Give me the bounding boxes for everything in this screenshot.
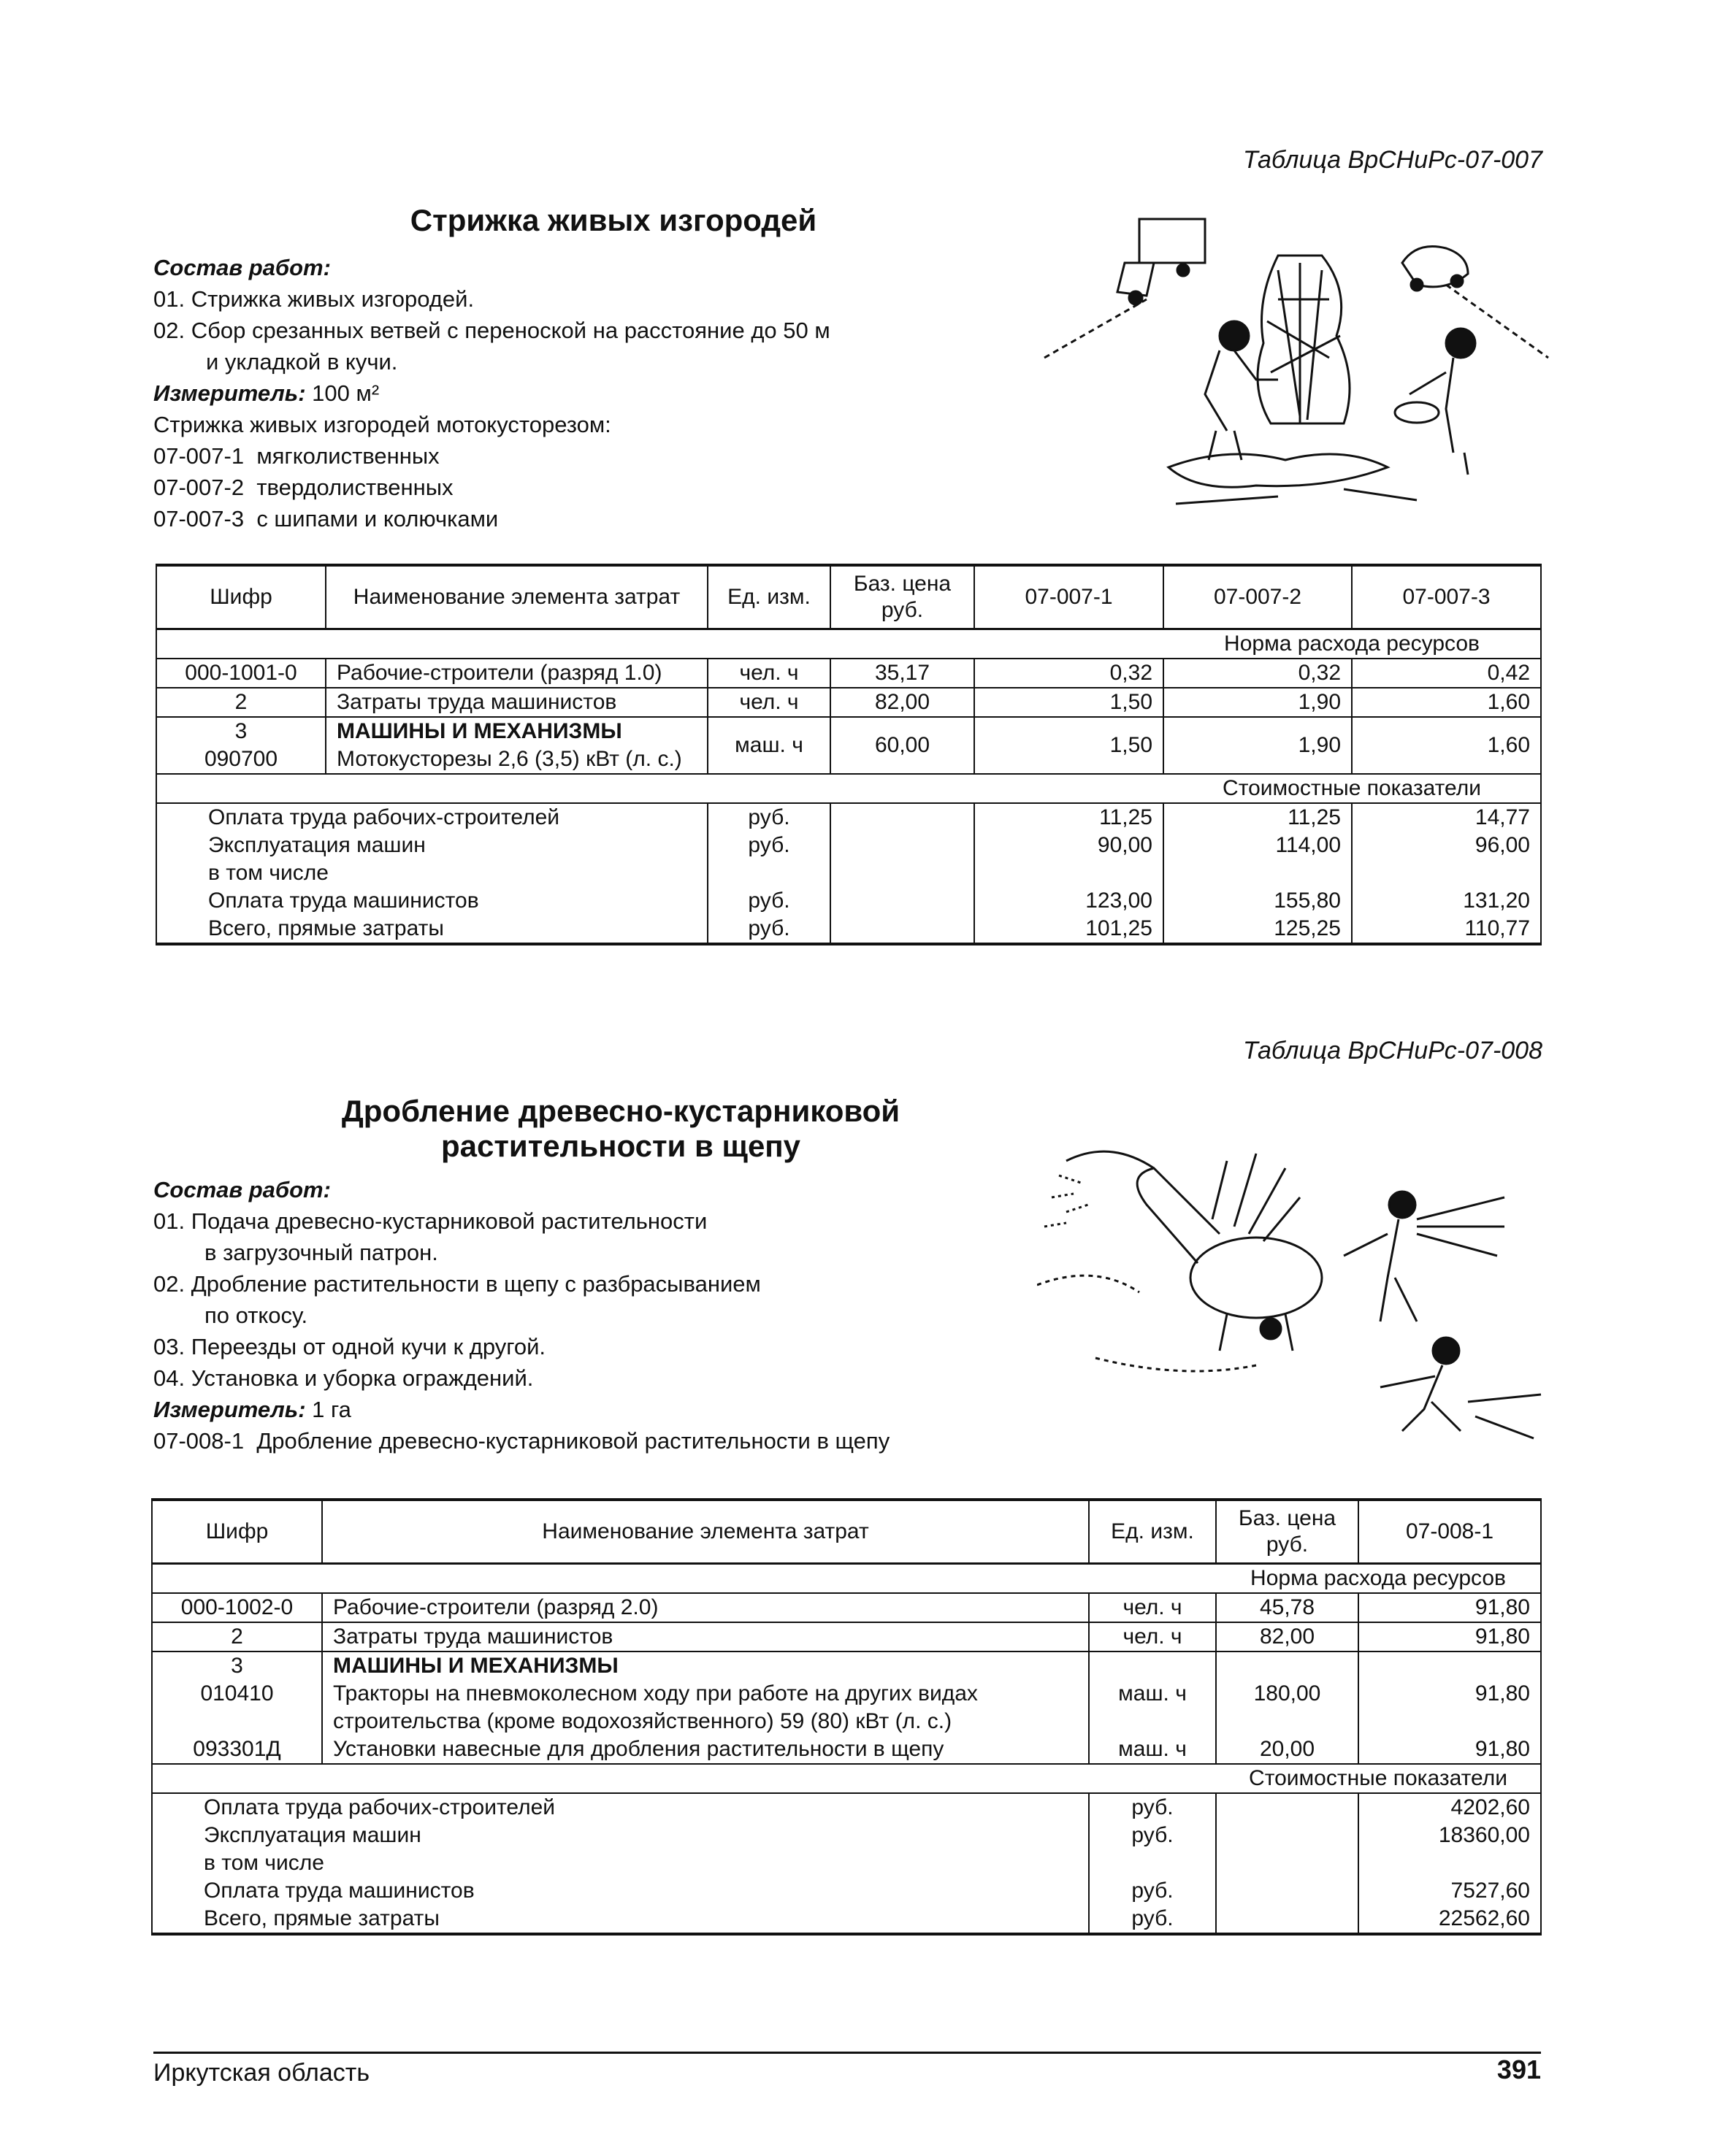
cost-section-label: Стоимостные показатели — [1216, 1764, 1541, 1793]
table-row — [156, 688, 1541, 717]
cost-units — [1089, 1793, 1216, 1934]
cost-col-2 — [1163, 803, 1352, 944]
cost-block — [156, 803, 1541, 944]
cell-unit: чел. ч — [1089, 1593, 1216, 1622]
resource-table-07-008 — [151, 1498, 1542, 1936]
header-col-1: 07-008-1 — [1358, 1500, 1541, 1564]
norm-section-label: Норма расхода ресурсов — [1163, 629, 1541, 659]
cost-value: 18360,00 — [1438, 1823, 1530, 1847]
work-item: 03. Переезды от одной кучи к другой. — [153, 1334, 546, 1359]
cell-value: 1,60 — [1352, 717, 1541, 774]
cost-section-row — [152, 1764, 1541, 1793]
cell-name: Затраты труда машинистов — [326, 688, 708, 717]
table-row — [152, 1593, 1541, 1622]
header-price: Баз. цена руб. — [1216, 1500, 1358, 1564]
table-row — [152, 1622, 1541, 1651]
cost-names — [152, 1793, 1089, 1934]
table-header-row — [156, 565, 1541, 629]
cell-value: 0,42 — [1352, 659, 1541, 688]
hedge-trimming-illustration — [1037, 212, 1556, 518]
cost-value: 7527,60 — [1450, 1879, 1530, 1903]
cell-code — [156, 717, 326, 774]
cost-value: 22562,60 — [1438, 1906, 1530, 1930]
cell-value: 1,90 — [1163, 688, 1352, 717]
cost-value: 90,00 — [1097, 833, 1152, 857]
variant-item: 07-008-1 Дробление древесно-кустарниковой растительности в щепу — [153, 1428, 890, 1454]
cell-value: 91,80 — [1358, 1622, 1541, 1651]
work-description-07-007 — [153, 252, 830, 534]
measure-value: 100 м² — [312, 380, 380, 406]
cell-code: 000-1001-0 — [156, 659, 326, 688]
cell-price: 180,00 — [1216, 1680, 1358, 1735]
worker-icon — [1205, 321, 1278, 460]
measure-value: 1 га — [312, 1397, 351, 1422]
cost-name: Всего, прямые затраты — [204, 1906, 440, 1930]
cost-unit: руб. — [1131, 1906, 1174, 1930]
cell-code: 2 — [156, 688, 326, 717]
footer-region: Иркутская область — [153, 2059, 370, 2087]
cost-value: 11,25 — [1099, 805, 1152, 829]
variant-item: 07-007-2 твердолиственных — [153, 475, 454, 500]
header-unit: Ед. изм. — [1089, 1500, 1216, 1564]
cost-value: 110,77 — [1464, 916, 1530, 940]
cell-name: Установки навесные для дробления растительности в щепу — [322, 1735, 1089, 1764]
hedge-bush-icon — [1258, 256, 1350, 423]
measure-label: Измеритель: — [153, 380, 306, 406]
cell-value: 91,80 — [1358, 1593, 1541, 1622]
cell-price: 82,00 — [1216, 1622, 1358, 1651]
cell-value: 1,60 — [1352, 688, 1541, 717]
table-row — [152, 1680, 1541, 1735]
cost-section-row — [156, 774, 1541, 803]
work-label: Состав работ: — [153, 1177, 331, 1202]
cost-unit: руб. — [1131, 1879, 1174, 1903]
work-item-continued: по откосу. — [204, 1303, 308, 1328]
cost-name: Всего, прямые затраты — [208, 916, 444, 940]
truck-icon — [1139, 219, 1205, 263]
cost-name: Оплата труда рабочих-строителей — [204, 1795, 556, 1819]
cell-unit: маш. ч — [1089, 1735, 1216, 1764]
cell-name: Рабочие-строители (разряд 2.0) — [322, 1593, 1089, 1622]
group-code: 3 — [234, 719, 248, 743]
cost-name: Эксплуатация машин — [208, 833, 426, 857]
cell-unit: маш. ч — [1089, 1680, 1216, 1735]
header-name: Наименование элемента затрат — [322, 1500, 1089, 1564]
cell-name: Рабочие-строители (разряд 1.0) — [326, 659, 708, 688]
cell-unit: чел. ч — [708, 688, 830, 717]
item-name: Мотокусторезы 2,6 (3,5) кВт (л. с.) — [337, 747, 682, 771]
table-caption-07-007: Таблица ВрСНиРс-07-007 — [1242, 146, 1542, 174]
cell-name: МАШИНЫ И МЕХАНИЗМЫ — [322, 1651, 1089, 1680]
cost-value: 11,25 — [1288, 805, 1341, 829]
header-code: Шифр — [152, 1500, 322, 1564]
footer-divider — [153, 2052, 1541, 2054]
cell-name — [326, 717, 708, 774]
cost-value: 131,20 — [1463, 889, 1530, 913]
cost-col-1 — [1358, 1793, 1541, 1934]
cell-unit: маш. ч — [708, 717, 830, 774]
cell-name: Тракторы на пневмоколесном ходу при работе на других видах строительства (кроме водохозяйственного) 59 (80) кВт (л. с.) — [322, 1680, 1089, 1735]
cost-unit: руб. — [748, 916, 790, 940]
table-header-row — [152, 1500, 1541, 1564]
cost-units — [708, 803, 830, 944]
header-col-1: 07-007-1 — [974, 565, 1163, 629]
work-item: 01. Стрижка живых изгородей. — [153, 286, 475, 312]
cell-code: 093301Д — [152, 1735, 322, 1764]
cost-value: 14,77 — [1475, 805, 1530, 829]
table-row — [152, 1735, 1541, 1764]
item-code: 090700 — [204, 747, 278, 771]
cell-value: 0,32 — [974, 659, 1163, 688]
worker-icon — [1395, 329, 1475, 475]
cost-value: 155,80 — [1274, 889, 1341, 913]
cell-name: Затраты труда машинистов — [322, 1622, 1089, 1651]
cost-name: Оплата труда машинистов — [204, 1879, 475, 1903]
cell-unit: чел. ч — [708, 659, 830, 688]
cell-price: 60,00 — [830, 717, 974, 774]
cost-value: 101,25 — [1085, 916, 1152, 940]
norm-section-label: Норма расхода ресурсов — [1216, 1564, 1541, 1594]
group-name: МАШИНЫ И МЕХАНИЗМЫ — [337, 719, 622, 743]
work-description-07-008 — [153, 1174, 890, 1457]
cost-section-label: Стоимостные показатели — [1163, 774, 1541, 803]
cell-value: 91,80 — [1358, 1735, 1541, 1764]
cell-price: 35,17 — [830, 659, 974, 688]
cost-value: 125,25 — [1274, 916, 1341, 940]
cell-value: 1,50 — [974, 717, 1163, 774]
worker-icon — [1380, 1338, 1541, 1438]
header-col-2: 07-007-2 — [1163, 565, 1352, 629]
branch-icon — [1212, 1154, 1300, 1241]
cost-value: 114,00 — [1275, 833, 1341, 857]
work-item: 02. Сбор срезанных ветвей с переноской на расстояние до 50 м — [153, 318, 830, 343]
cell-value: 1,50 — [974, 688, 1163, 717]
cost-name: Эксплуатация машин — [204, 1823, 421, 1847]
worker-icon — [1344, 1192, 1504, 1321]
section-title-07-007: Стрижка живых изгородей — [410, 203, 817, 237]
page-number: 391 — [1496, 2055, 1541, 2084]
header-name: Наименование элемента затрат — [326, 565, 708, 629]
cell-value: 0,32 — [1163, 659, 1352, 688]
cost-unit: руб. — [748, 805, 790, 829]
section-title-07-008 — [256, 1094, 986, 1164]
cost-value: 123,00 — [1085, 889, 1152, 913]
cell-value: 1,90 — [1163, 717, 1352, 774]
cost-value: 96,00 — [1475, 833, 1530, 857]
resource-table-07-007 — [156, 564, 1542, 945]
title-line: растительности в щепу — [440, 1129, 801, 1163]
variant-item: 07-007-3 с шипами и колючками — [153, 506, 499, 532]
cell-price: 45,78 — [1216, 1593, 1358, 1622]
measure-label: Измеритель: — [153, 1397, 306, 1422]
variant-item: 07-007-1 мягколиственных — [153, 443, 440, 469]
cost-name: Оплата труда машинистов — [208, 889, 479, 913]
header-code: Шифр — [156, 565, 326, 629]
cell-price: 82,00 — [830, 688, 974, 717]
work-item-continued: в загрузочный патрон. — [204, 1240, 438, 1265]
header-price: Баз. цена руб. — [830, 565, 974, 629]
cell-code: 000-1002-0 — [152, 1593, 322, 1622]
cell-code: 3 — [152, 1651, 322, 1680]
wood-chipper-illustration — [1037, 1117, 1548, 1446]
cost-unit: руб. — [1131, 1823, 1174, 1847]
cost-name: Оплата труда рабочих-строителей — [208, 805, 560, 829]
cost-unit: руб. — [1131, 1795, 1174, 1819]
cost-unit: руб. — [748, 833, 790, 857]
table-row-group-header — [152, 1651, 1541, 1680]
intro-text: Стрижка живых изгородей мотокусторезом: — [153, 412, 611, 437]
branch-pile-icon — [1169, 454, 1388, 487]
cell-unit: чел. ч — [1089, 1622, 1216, 1651]
cost-names — [156, 803, 708, 944]
cost-name: в том числе — [204, 1851, 324, 1875]
cell-code: 010410 — [152, 1680, 322, 1735]
header-col-3: 07-007-3 — [1352, 565, 1541, 629]
cell-code: 2 — [152, 1622, 322, 1651]
cost-name: в том числе — [208, 861, 329, 885]
header-unit: Ед. изм. — [708, 565, 830, 629]
table-row — [156, 717, 1541, 774]
work-item-continued: и укладкой в кучи. — [206, 349, 398, 375]
cost-unit: руб. — [748, 889, 790, 913]
cost-value: 4202,60 — [1450, 1795, 1530, 1819]
norm-section-row — [152, 1564, 1541, 1594]
work-item: 02. Дробление растительности в щепу с разбрасыванием — [153, 1271, 761, 1297]
cell-price: 20,00 — [1216, 1735, 1358, 1764]
cell-value: 91,80 — [1358, 1680, 1541, 1735]
cost-col-3 — [1352, 803, 1541, 944]
cost-col-1 — [974, 803, 1163, 944]
work-label: Состав работ: — [153, 255, 331, 280]
work-item: 01. Подача древесно-кустарниковой растительности — [153, 1208, 708, 1234]
table-caption-07-008: Таблица ВрСНиРс-07-008 — [1242, 1037, 1542, 1064]
title-line: Дробление древесно-кустарниковой — [341, 1094, 900, 1128]
cost-block — [152, 1793, 1541, 1934]
chipper-machine-icon — [1066, 1151, 1322, 1351]
norm-section-row — [156, 629, 1541, 659]
work-item: 04. Установка и уборка ограждений. — [153, 1365, 534, 1391]
table-row — [156, 659, 1541, 688]
